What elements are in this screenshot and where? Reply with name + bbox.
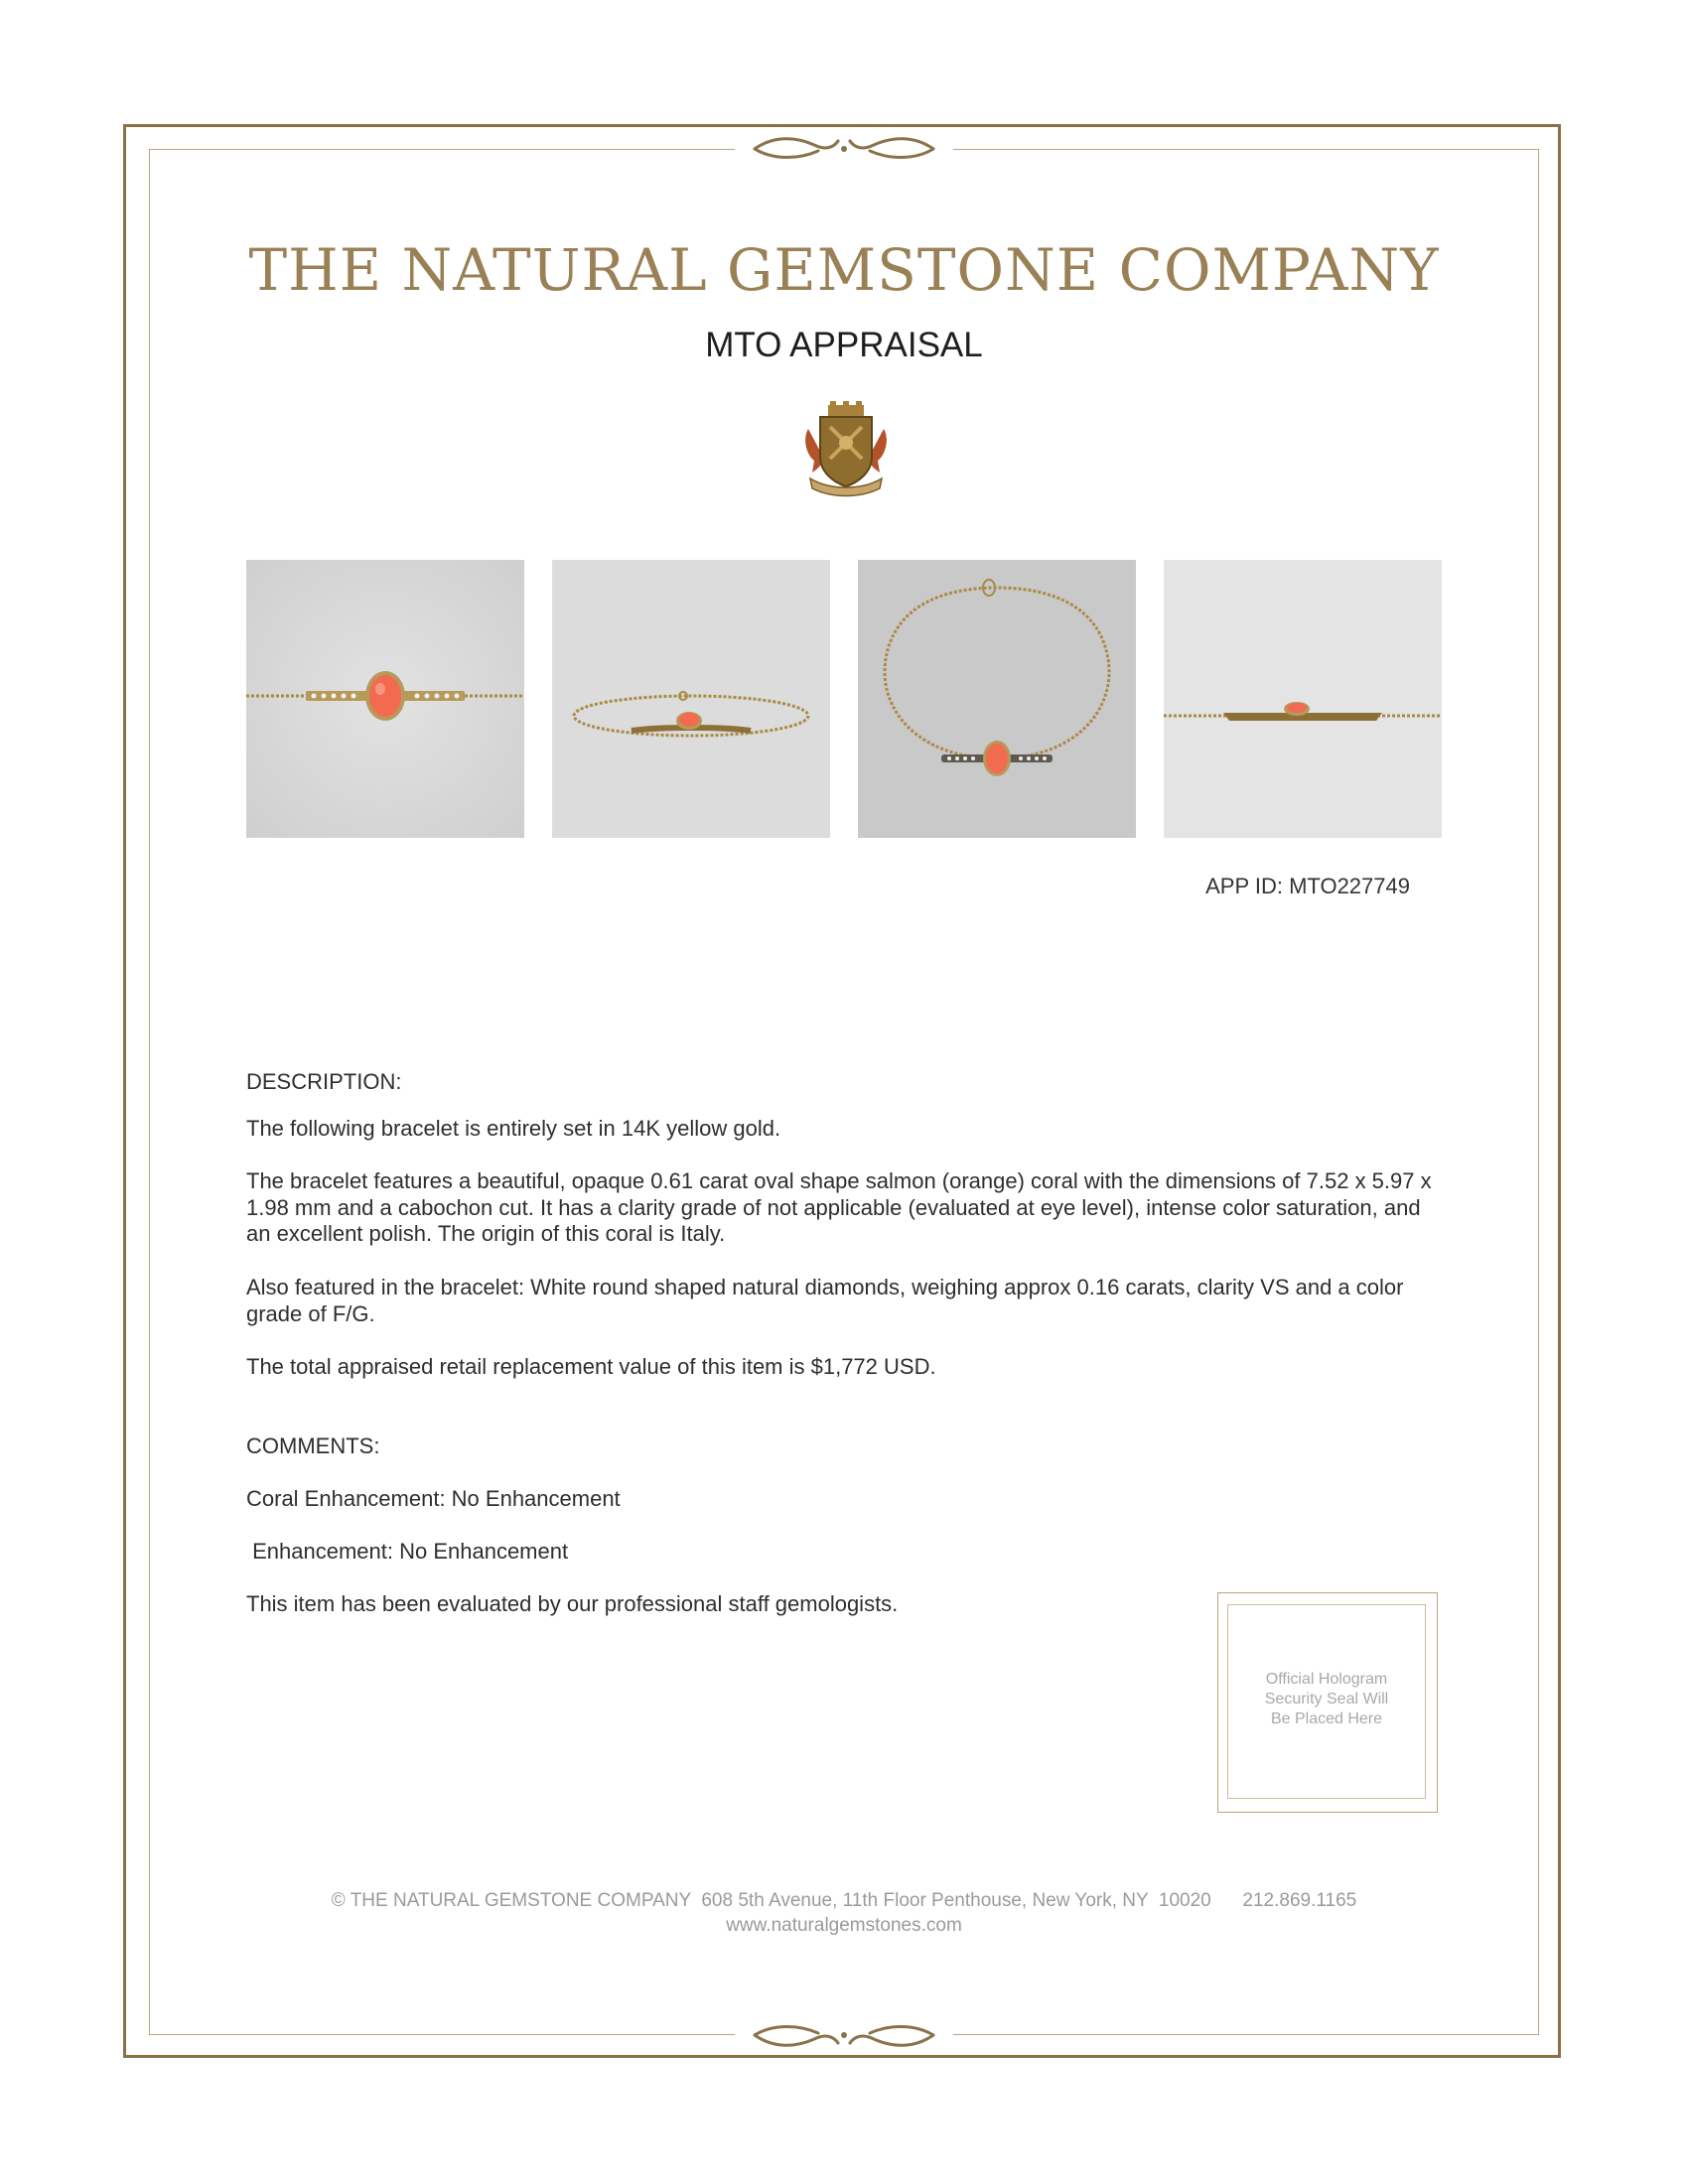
app-id-value: MTO227749 [1289, 874, 1410, 898]
description-paragraph: Also featured in the bracelet: White round shaped natural diamonds, weighing approx 0.16 carats, clarity VS and a color grade of F/G. [246, 1275, 1404, 1326]
comments-heading: COMMENTS: [246, 1433, 380, 1458]
seal-line: Be Placed Here [1270, 1710, 1383, 1727]
comment-line: Enhancement: No Enhancement [246, 1539, 569, 1564]
company-title: THE NATURAL GEMSTONE COMPANY [248, 236, 1440, 304]
description-paragraph: The bracelet features a beautiful, opaque 0.61 carat oval shape salmon (orange) coral with the dimensions of 7.52 x 5.97 x 1.98 mm and a cabochon cut. It has a clarity grade of not applicable (evaluated at eye level), intense color saturation, and an excellent polish. The origin of this coral is Italy. [246, 1168, 1432, 1246]
comment-line: Coral Enhancement: No Enhancement [246, 1486, 621, 1511]
bracelet-front-view-image [246, 560, 524, 838]
bracelet-top-view-image [858, 560, 1136, 838]
company-crest-icon [800, 399, 892, 498]
seal-line: Official Hologram [1265, 1671, 1388, 1688]
description-paragraph: The total appraised retail replacement value of this item is $1,772 USD. [246, 1354, 936, 1379]
bracelet-side-view-image [1164, 560, 1442, 838]
seal-line: Security Seal Will [1264, 1691, 1389, 1707]
hologram-seal-text [1227, 1670, 1426, 1729]
bottom-ornament-icon [735, 2015, 953, 2055]
document-type: MTO APPRAISAL [705, 326, 983, 364]
app-id-label: APP ID: [1205, 874, 1283, 898]
description-heading: DESCRIPTION: [246, 1069, 402, 1094]
app-id [1142, 874, 1410, 899]
comment-line: This item has been evaluated by our professional staff gemologists. [246, 1591, 899, 1616]
bracelet-angle-view-image [552, 560, 830, 838]
top-ornament-icon [735, 129, 953, 169]
description-paragraph: The following bracelet is entirely set in 14K yellow gold. [246, 1116, 781, 1141]
footer-website-link[interactable]: www.naturalgemstones.com [726, 1915, 962, 1936]
footer-address: © THE NATURAL GEMSTONE COMPANY 608 5th Avenue, 11th Floor Penthouse, New York, NY 10020 212.869.1165 [331, 1890, 1357, 1911]
